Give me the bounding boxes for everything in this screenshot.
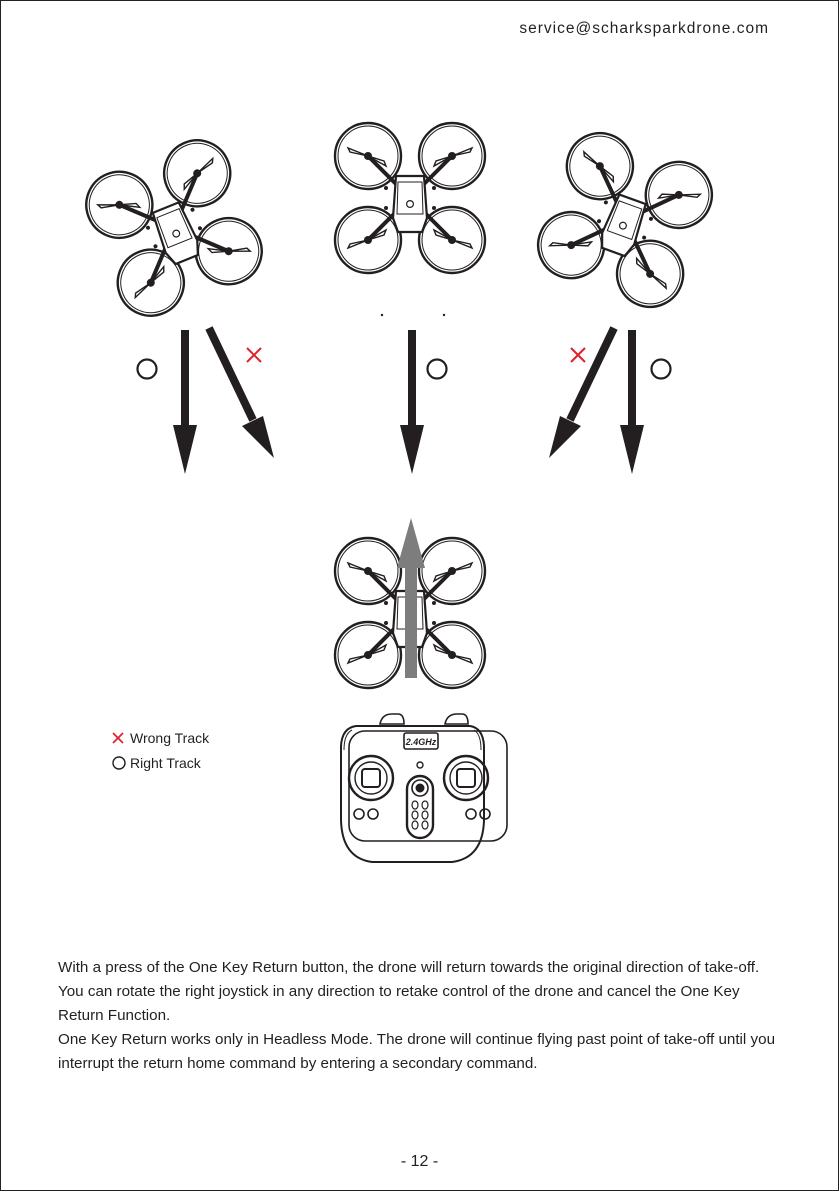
paragraph: With a press of the One Key Return button, the drone will return towards the original direction of take-off. xyxy=(58,959,760,976)
middle-straight-arrow xyxy=(400,330,424,474)
drone-rotated-left xyxy=(76,130,271,325)
legend-right-track xyxy=(112,750,209,775)
support-email: service@scharksparkdrone.com xyxy=(519,20,769,37)
controller-display-label: 2.4GHz xyxy=(405,737,437,747)
legend xyxy=(112,725,209,775)
legend-wrong-track xyxy=(112,725,209,750)
drone-straight xyxy=(335,123,485,273)
right-diagonal-arrow xyxy=(549,328,614,458)
paragraph: You can rotate the right joystick in any direction to retake control of the drone and cancel the One Key Return Function. xyxy=(58,983,740,1024)
left-diagonal-arrow xyxy=(209,328,274,458)
right-circle-icon xyxy=(652,360,671,379)
wrong-x-icon xyxy=(571,348,585,362)
drone-rotated-right xyxy=(529,124,721,316)
right-straight-arrow xyxy=(620,330,644,474)
right-circle-icon xyxy=(428,360,447,379)
instructions-text xyxy=(58,956,788,1076)
legend-wrong-label: Wrong Track xyxy=(130,729,210,746)
right-circle-icon xyxy=(112,756,130,770)
left-straight-arrow xyxy=(173,330,197,474)
wrong-x-icon xyxy=(247,348,261,362)
right-circle-icon xyxy=(138,360,157,379)
wrong-x-icon xyxy=(112,732,130,744)
page-number: - 12 - xyxy=(400,1153,439,1170)
paragraph: One Key Return works only in Headless Mode. The drone will continue flying past point of take-off until you interrupt the return home command by entering a secondary command. xyxy=(58,1031,776,1072)
legend-right-label: Right Track xyxy=(130,754,201,771)
